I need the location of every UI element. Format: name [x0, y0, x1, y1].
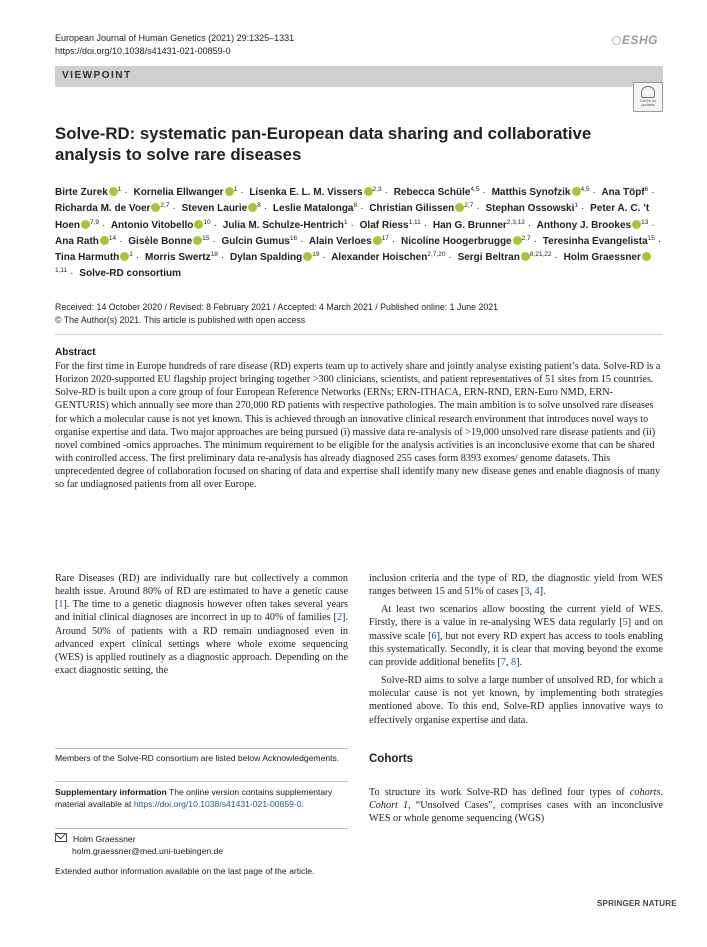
author-separator: ·	[476, 203, 480, 215]
author-separator: ·	[213, 219, 217, 231]
author-separator: ·	[102, 219, 106, 231]
author-separator: ·	[240, 187, 244, 198]
author-name[interactable]: Julia M. Schulze-Hentrich	[222, 219, 344, 231]
author-separator: ·	[581, 203, 585, 215]
author-name[interactable]: Rebecca Schüle	[393, 187, 471, 198]
ref-link-5[interactable]: 5	[622, 617, 628, 629]
author-affiliation: 17	[381, 234, 389, 242]
journal-name: European Journal of Human Genetics (2021) 29:1325–1331	[55, 33, 295, 43]
author-name[interactable]: Kornelia Ellwanger	[133, 187, 224, 198]
author-name[interactable]: Ana Rath	[55, 235, 99, 247]
author-affiliation: 15	[647, 234, 655, 242]
contact-name: Holm Graessner	[73, 834, 136, 844]
author-separator: ·	[263, 203, 268, 215]
body-column-left	[55, 572, 348, 677]
orcid-icon[interactable]	[632, 220, 641, 229]
author-affiliation: 10	[203, 218, 211, 226]
body-column-right	[369, 572, 663, 825]
journal-citation	[55, 32, 294, 58]
orcid-icon[interactable]	[455, 203, 464, 212]
orcid-icon[interactable]	[81, 220, 90, 229]
author-separator: ·	[70, 268, 74, 280]
updates-badge-text: Check for updates	[639, 99, 657, 108]
author-name[interactable]: Ana Töpf	[601, 187, 645, 198]
author-separator: ·	[360, 203, 364, 215]
author-affiliation: 1	[129, 251, 133, 259]
orcid-icon[interactable]	[248, 203, 257, 212]
author-separator: ·	[350, 219, 354, 231]
author-name[interactable]: Nicoline Hoogerbrugge	[401, 235, 512, 247]
author-affiliation: 4,5	[470, 186, 480, 193]
orcid-icon[interactable]	[120, 252, 129, 261]
author-separator: ·	[124, 187, 128, 198]
orcid-icon[interactable]	[373, 236, 382, 245]
author-separator: ·	[172, 203, 176, 215]
author-separator: ·	[554, 252, 558, 264]
author-affiliation: 2,3	[372, 186, 382, 193]
author-name[interactable]: Antonio Vitobello	[110, 219, 194, 231]
author-separator: ·	[651, 187, 655, 198]
author-name[interactable]: Gulcin Gumus	[221, 235, 290, 247]
author-affiliation: 2,7,20	[427, 251, 446, 259]
author-affiliation: 1	[233, 186, 238, 193]
history-dates: Received: 14 October 2020 / Revised: 8 February 2021 / Accepted: 4 March 2021 / Published online: 1 June 2021	[55, 302, 499, 312]
author-affiliation: 13	[641, 218, 649, 226]
author-affiliation: 2,7	[464, 202, 474, 210]
footnote-members: Members of the Solve-RD consortium are listed below Acknowledgements.	[55, 753, 340, 763]
orcid-icon[interactable]	[225, 187, 234, 196]
author-name[interactable]: Peter A. C. ’t Hoen	[55, 203, 650, 231]
section-divider	[55, 334, 663, 335]
orcid-icon[interactable]	[364, 187, 373, 196]
article-title	[55, 123, 655, 165]
author-separator: ·	[448, 252, 452, 264]
author-affiliation: 2,7	[521, 234, 531, 242]
title-line-1: Solve-RD: systematic pan-European data sharing and collaborative	[55, 124, 592, 143]
envelope-icon	[55, 833, 67, 842]
author-separator: ·	[657, 235, 662, 247]
author-separator: ·	[119, 235, 123, 247]
author-affiliation: 6	[644, 186, 649, 193]
author-name[interactable]: Steven Laurie	[181, 203, 248, 215]
copyright-line: © The Author(s) 2021. This article is published with open access	[55, 314, 306, 325]
author-affiliation: 14	[108, 234, 117, 242]
section-heading-cohorts: Cohorts	[369, 752, 414, 765]
author-name[interactable]: Anthony J. Brookes	[536, 219, 632, 231]
orcid-icon[interactable]	[193, 236, 202, 245]
author-separator: ·	[220, 252, 225, 264]
author-name[interactable]: Birte Zurek	[55, 187, 108, 198]
orcid-icon[interactable]	[109, 187, 118, 196]
author-affiliation: 1	[117, 186, 122, 193]
publisher-logo: SPRINGER NATURE	[597, 899, 677, 908]
author-name[interactable]: Lisenka E. L. M. Vissers	[249, 187, 363, 198]
author-affiliation: 2,3,12	[506, 218, 525, 226]
publication-dates	[55, 301, 498, 326]
author-name[interactable]: Dylan Spalding	[229, 252, 303, 264]
article-type-bar	[55, 66, 663, 87]
ref-link-6[interactable]: 6	[431, 630, 437, 642]
ref-link-4[interactable]: 4	[534, 586, 540, 598]
society-logo: ESHG	[622, 33, 659, 47]
author-affiliation: 15	[202, 234, 210, 242]
article-type-label: VIEWPOINT	[62, 70, 132, 81]
author-separator: ·	[384, 187, 388, 198]
author-name[interactable]: Leslie Matalonga	[272, 203, 354, 215]
orcid-icon[interactable]	[303, 252, 312, 261]
paragraph-yield: inclusion criteria and the type of RD, the diagnostic yield from WES ranges between 15 and 51% of cases [3, 4].	[369, 573, 663, 598]
author-affiliation: 1	[574, 202, 578, 210]
contact-email[interactable]: holm.graessner@med.uni-tuebingen.de	[72, 846, 224, 856]
author-affiliation: 2,7	[160, 202, 170, 210]
paragraph-scenarios: At least two scenarios allow boosting the current yield of WES. Firstly, there is a value in re-analysing WES data regularly [5] and on massive scale [6], but not every RD expert has access to tools enabling this systematically. Secondly, it is clear that moving beyond the exome can provide additional benefits [7, 8].	[369, 604, 663, 668]
title-line-2: analysis to solve rare diseases	[55, 145, 302, 164]
author-separator: ·	[391, 235, 396, 247]
author-affiliation: 16	[289, 234, 298, 242]
author-affiliation: 18	[210, 251, 218, 259]
author-name[interactable]: Matthis Synofzik	[491, 187, 571, 198]
paragraph-cohorts: To structure its work Solve-RD has defined four types of cohorts. Cohort 1, “Unsolved Cases”, comprises cases with an inconclusive WES or whole genome sequencing (WGS)	[369, 786, 663, 825]
author-name[interactable]: Sergi Beltran	[457, 252, 520, 264]
footnote-supplementary: Supplementary information The online version contains supplementary material available at https://doi.org/10.1038/s41431-021-00859-0.	[55, 787, 333, 809]
author-affiliation: 1	[343, 218, 348, 226]
author-name[interactable]: Olaf Riess	[359, 219, 409, 231]
abstract-heading: Abstract	[55, 347, 96, 358]
author-separator: ·	[527, 219, 532, 231]
paragraph-aims: Solve-RD aims to solve a large number of unsolved RD, for which a molecular cause is not yet known, by implementing both strategies mentioned above. To this end, Solve-RD applies innovative ways to effectively organise expertise and data.	[369, 675, 663, 726]
orcid-icon[interactable]	[642, 252, 651, 261]
author-affiliation: 8,21,22	[529, 251, 552, 259]
author-affiliation: 8	[353, 202, 358, 210]
corresponding-author	[55, 833, 348, 857]
author-affiliation: 1,11	[408, 218, 421, 226]
author-affiliation: 19	[312, 251, 320, 259]
author-name[interactable]: Stephan Ossowski	[485, 203, 575, 215]
ref-link-3[interactable]: 3	[524, 586, 530, 598]
author-affiliation: 8	[257, 202, 261, 210]
author-list	[55, 185, 669, 283]
author-name[interactable]: Holm Graessner	[563, 252, 641, 264]
footnote-divider	[55, 748, 348, 749]
author-name[interactable]: Alexander Hoischen	[331, 252, 428, 264]
orcid-icon[interactable]	[521, 252, 530, 261]
author-separator: ·	[322, 252, 326, 264]
author-affiliation: 4,5	[580, 186, 590, 193]
ref-link-8[interactable]: 8	[511, 656, 517, 668]
supplementary-link[interactable]: https://doi.org/10.1038/s41431-021-00859-0	[133, 799, 302, 809]
ref-link-7[interactable]: 7	[500, 656, 506, 668]
author-separator: ·	[423, 219, 428, 231]
author-separator: ·	[300, 235, 304, 247]
author-affiliation: 1,11	[55, 267, 68, 275]
intro-paragraph: Rare Diseases (RD) are individually rare but collectively a common health issue. Around 80% of RD are estimated to have a genetic cause [1]. The time to a genetic diagnosis however often takes several years and initial clinical diagnoses are incorrect in up to 40% of families [2]. Around 50% of patients with a RD remain undiagnosed even in advanced expert clinical settings where whole exome sequencing (WES) is applied routinely as a diagnostic approach. Depending on the exact diagnostic setting, the	[55, 573, 348, 677]
orcid-icon[interactable]	[572, 187, 581, 196]
author-name[interactable]: Richarda M. de Voer	[55, 203, 151, 215]
footnote-divider	[55, 828, 348, 829]
author-name[interactable]: Tina Harmuth	[55, 252, 120, 264]
orcid-icon[interactable]	[100, 236, 109, 245]
author-separator: ·	[135, 252, 140, 264]
author-separator: ·	[651, 219, 655, 231]
orcid-icon[interactable]	[513, 236, 522, 245]
author-separator: ·	[533, 235, 537, 247]
author-separator: ·	[482, 187, 486, 198]
author-name[interactable]: Gisèle Bonne	[128, 235, 193, 247]
author-name[interactable]: Alain Verloes	[308, 235, 372, 247]
author-name[interactable]: Christian Gilissen	[369, 203, 455, 215]
author-name[interactable]: Han G. Brunner	[432, 219, 507, 231]
author-name[interactable]: Teresinha Evangelista	[542, 235, 648, 247]
check-for-updates-badge[interactable]	[633, 82, 663, 112]
author-separator: ·	[592, 187, 596, 198]
author-name[interactable]: Solve-RD consortium	[79, 268, 181, 280]
updates-icon	[641, 86, 655, 98]
author-name[interactable]: Morris Swertz	[145, 252, 211, 264]
footnote-divider	[55, 781, 348, 782]
extended-author-info: Extended author information available on the last page of the article.	[55, 866, 315, 876]
abstract-body: For the first time in Europe hundreds of rare disease (RD) experts team up to actively share and jointly analyse existing patient’s data. Solve-RD is a Horizon 2020-supported EU flagship project bringing together >300 clinicians, scientists, and patient representatives of 51 sites from 15 countries. Solve-RD is built upon a core group of four European Reference Networks (ERNs; ERN-ITHACA, ERN-RND, ERN-Euro NMD, ERN-GENTURIS) which annually see more than 270,000 RD patients with respective pathologies. The main ambition is to solve unsolved rare diseases for which a molecular cause is not yet known. This is achieved through an innovative clinical research environment that introduces novel ways to organise expertise and data. Two major approaches are being pursued (i) massive data re-analysis of >19,000 unsolved rare disease patients and (ii) novel combined -omics approaches. The minimum requirement to be eligible for the analysis activities is an inconclusive exome that can be shared with controlled access. The first preliminary data re-analysis has already diagnosed 255 cases form 8393 exomes/ genome datasets. This unprecedented degree of collaboration focused on sharing of data and expertise shall identify many new disease genes and enable diagnosis of many so far undiagnosed patients from all over Europe.	[55, 361, 661, 491]
author-separator: ·	[212, 235, 216, 247]
doi-link[interactable]: https://doi.org/10.1038/s41431-021-00859-0	[55, 46, 231, 56]
author-affiliation: 7,9	[90, 218, 100, 226]
ref-link-1[interactable]: 1	[58, 599, 64, 611]
ref-link-2[interactable]: 2	[336, 612, 343, 624]
